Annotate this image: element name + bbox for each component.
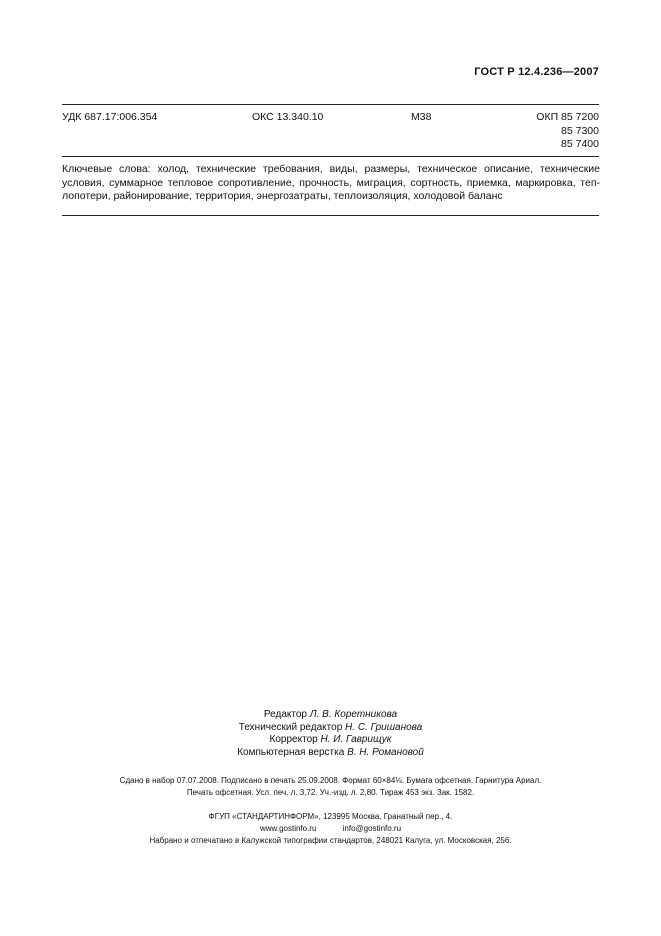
website-link[interactable]: www.gostinfo.ru	[259, 824, 317, 833]
top-divider	[62, 104, 599, 105]
corrector-name: Н. И. Гаврищук	[320, 734, 392, 745]
editor-line: Редактор Л. В. Коретникова	[263, 709, 398, 720]
okp-codes	[536, 111, 599, 152]
okp-code: 85 7300	[561, 124, 599, 137]
editor-name: Л. В. Коретникова	[309, 709, 398, 720]
standard-number: ГОСТ Р 12.4.236—2007	[474, 66, 599, 78]
keywords-line: лопотери, районирование, территория, энергозатраты, теплоизоляция, холодовой баланс	[62, 190, 503, 203]
udk-code: УДК 687.17:006.354	[62, 111, 158, 123]
okp-code: ОКП 85 7200	[536, 111, 599, 123]
publication-info	[0, 775, 661, 799]
publication-line-1: Сдано в набор 07.07.2008. Подписано в печать 25.09.2008. Формат 60×84⅛. Бумага офсетная. Гарнитура Ариал.	[119, 776, 542, 785]
layout-line: Компьютерная верстка В. Н. Романовой	[237, 746, 424, 758]
corrector-line: Корректор Н. И. Гаврищук	[269, 734, 392, 745]
email-link[interactable]: info@gostinfo.ru	[342, 824, 402, 833]
tech-editor-line: Технический редактор Н. С. Гришанова	[238, 721, 423, 733]
publisher-line-1: ФГУП «СТАНДАРТИНФОРМ», 123995 Москва, Гранатный пер., 4.	[208, 812, 453, 821]
publisher-contacts	[0, 823, 661, 835]
publication-line-2: Печать офсетная. Усл. печ. л. 3,72. Уч.-изд. л. 2,80. Тираж 453 экз. Зак. 1582.	[186, 788, 475, 797]
m-code: М38	[411, 111, 432, 123]
keywords-line: Ключевые слова: холод, технические требования, виды, размеры, техническое описание, технические	[62, 163, 600, 175]
publisher-info	[0, 811, 661, 847]
okp-code: 85 7400	[561, 138, 599, 150]
keywords-paragraph	[62, 163, 600, 204]
publisher-line-3: Набрано и отпечатано в Калужской типографии стандартов, 248021 Калуга, ул. Московская, 256.	[149, 836, 512, 845]
oks-code: ОКС 13.340.10	[252, 111, 324, 123]
bottom-divider	[62, 215, 599, 216]
tech-editor-name: Н. С. Гришанова	[345, 721, 423, 733]
keywords-line: условия, суммарное тепловое сопротивление, прочность, миграция, сортность, приемка, маркировка, теп-	[62, 176, 600, 189]
credits-block	[0, 709, 661, 759]
layout-name: В. Н. Романовой	[347, 746, 424, 758]
mid-divider	[62, 156, 599, 157]
